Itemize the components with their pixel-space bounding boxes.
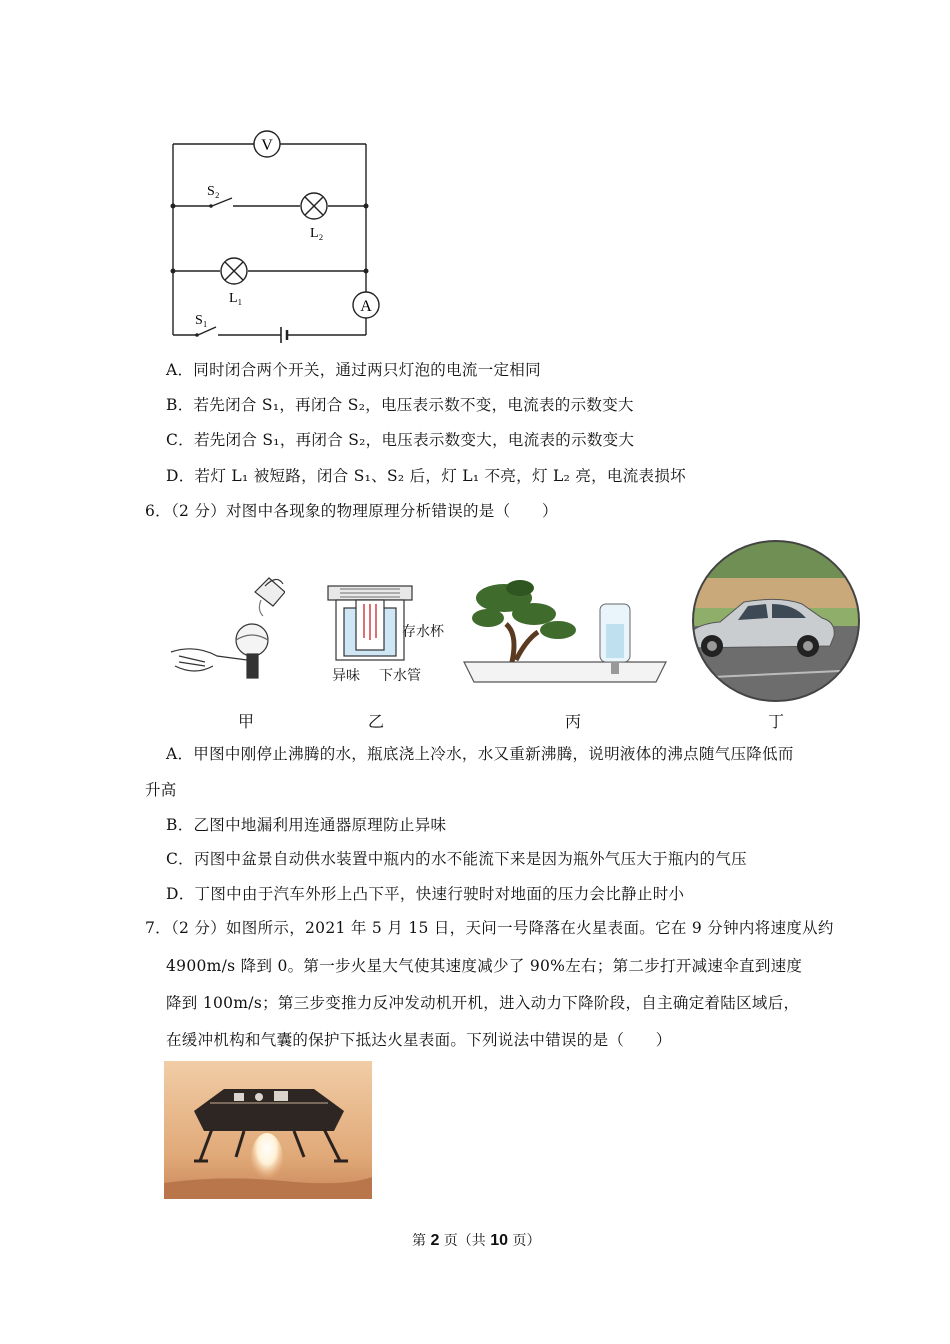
q7-stem-line1: 7．（2 分）如图所示，2021 年 5 月 15 日，天问一号降落在火星表面。它在 9 分钟内将速度从约 [145, 919, 834, 937]
voltmeter-label: V [261, 137, 273, 154]
q6-stem: 6．（2 分）对图中各现象的物理原理分析错误的是（ ） [145, 502, 558, 520]
mars-lander-image [164, 1061, 372, 1199]
footer-total-pages: 10 [490, 1232, 509, 1249]
q5-option-b: B．若先闭合 S₁，再闭合 S₂，电压表示数不变，电流表的示数变大 [166, 396, 634, 414]
drain-cup-label: 存水杯 [402, 624, 444, 640]
q6-option-b: B．乙图中地漏利用连通器原理防止异味 [166, 816, 447, 834]
q7-stem-line4: 在缓冲机构和气囊的保护下抵达火星表面。下列说法中错误的是（ ） [166, 1031, 672, 1049]
switch-s1-label: S₁ [195, 313, 208, 328]
footer-page-number: 2 [430, 1232, 440, 1249]
drain-odor-label: 异味 [332, 668, 360, 684]
circuit-diagram [160, 120, 390, 345]
q5-option-d: D．若灯 L₁ 被短路，闭合 S₁、S₂ 后，灯 L₁ 不亮，灯 L₂ 亮，电流表损坏 [166, 467, 686, 485]
footer-prefix: 第 [412, 1233, 431, 1249]
q5-option-a: A．同时闭合两个开关，通过两只灯泡的电流一定相同 [166, 361, 541, 379]
switch-s2-label: S₂ [207, 184, 220, 199]
figure-label-jia: 甲 [238, 712, 255, 731]
figure-label-bing: 丙 [565, 712, 582, 731]
figure-ding-car [690, 538, 862, 704]
q5-option-c: C．若先闭合 S₁，再闭合 S₂，电压表示数变大，电流表的示数变大 [166, 431, 635, 449]
footer-suffix: 页） [508, 1233, 541, 1249]
q6-option-c: C．丙图中盆景自动供水装置中瓶内的水不能流下来是因为瓶外气压大于瓶内的气压 [166, 850, 747, 868]
q6-option-a-line2: 升高 [145, 781, 177, 799]
figure-jia-flask [165, 570, 285, 690]
q6-option-a-line1: A．甲图中刚停止沸腾的水，瓶底浇上冷水，水又重新沸腾，说明液体的沸点随气压降低而 [166, 745, 794, 763]
lamp-l2-label: L₂ [310, 226, 324, 241]
q7-stem-line2: 4900m/s 降到 0。第一步火星大气使其速度减少了 90%左右；第二步打开减速伞直到速度 [166, 957, 803, 975]
lamp-l1-label: L₁ [229, 291, 243, 306]
q7-stem-line3: 降到 100m/s；第三步变推力反冲发动机开机，进入动力下降阶段，自主确定着陆区域后， [166, 994, 800, 1012]
drain-pipe-label: 下水管 [379, 668, 421, 684]
q6-option-d: D．丁图中由于汽车外形上凸下平，快速行驶时对地面的压力会比静止时小 [166, 885, 685, 903]
figure-label-yi: 乙 [368, 712, 385, 731]
figure-label-ding: 丁 [768, 712, 785, 731]
footer-middle: 页（共 [439, 1233, 491, 1249]
page-footer [412, 1230, 541, 1250]
ammeter-label: A [360, 298, 372, 315]
figure-bing-bonsai [460, 574, 670, 692]
